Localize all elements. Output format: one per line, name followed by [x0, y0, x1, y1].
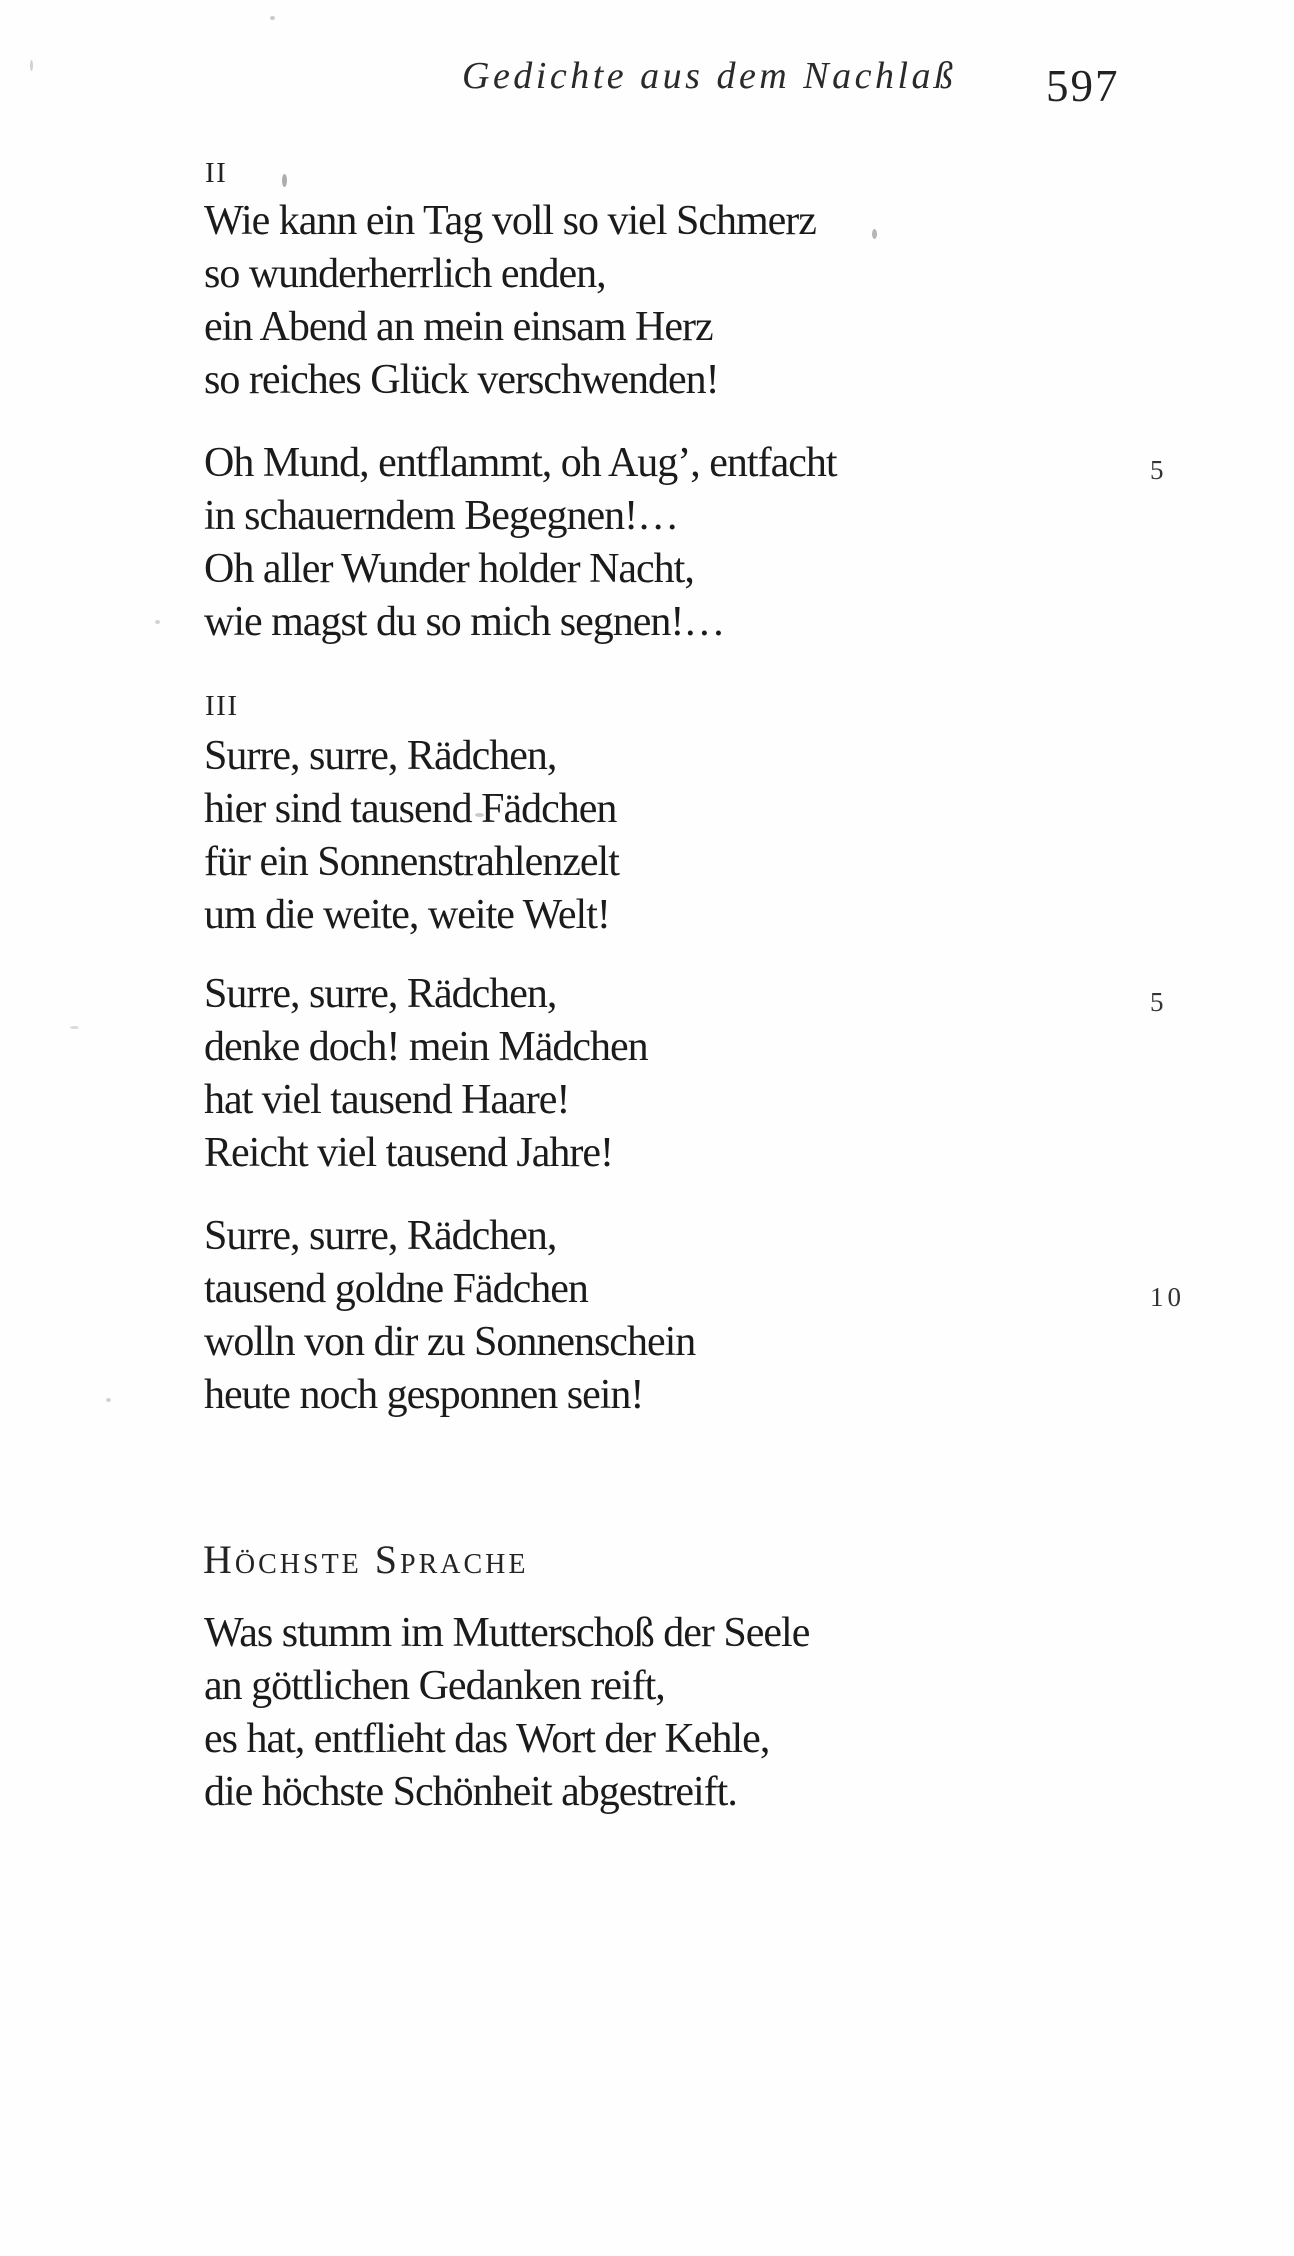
poem-line: um die weite, weite Welt!: [204, 892, 610, 938]
stanza: [204, 968, 648, 1180]
stanza: [204, 1210, 695, 1422]
poem-line: Wie kann ein Tag voll so viel Schmerz: [204, 198, 816, 244]
poem-line: Oh Mund, entflammt, oh Aug’, entfacht: [204, 440, 837, 486]
margin-line-number: 5: [1150, 987, 1168, 1017]
stanza: [204, 437, 837, 649]
scan-artifact: [30, 60, 33, 71]
margin-line-number: 5: [1150, 455, 1168, 485]
poem-line: denke doch! mein Mädchen: [204, 1024, 648, 1070]
stanza: [204, 195, 816, 407]
poem-line: die höchste Schönheit abgestreift.: [204, 1769, 737, 1815]
scan-artifact: [70, 1026, 79, 1029]
poem-line: heute noch gesponnen sein!: [204, 1372, 644, 1418]
scan-artifact: [475, 813, 484, 817]
poem-line: wolln von dir zu Sonnenschein: [204, 1319, 696, 1365]
scan-artifact: [872, 229, 877, 239]
poem-line: ein Abend an mein einsam Herz: [204, 304, 713, 350]
poem-title: Höchste Sprache: [203, 1537, 529, 1582]
poem-line: in schauerndem Begegnen!…: [204, 493, 679, 539]
poem-line: an göttlichen Gedanken reift,: [204, 1663, 665, 1709]
poem-line: Surre, surre, Rädchen,: [204, 1213, 557, 1259]
margin-line-number: 10: [1150, 1282, 1185, 1312]
scan-artifact: [270, 16, 275, 20]
page-number: 597: [1046, 61, 1120, 111]
scan-artifact: [282, 174, 287, 187]
stanza: [204, 730, 619, 942]
poem-line: Surre, surre, Rädchen,: [204, 971, 557, 1017]
poem-line: wie magst du so mich segnen!…: [204, 599, 725, 645]
scan-artifact: [106, 1398, 111, 1402]
poem-line: für ein Sonnenstrahlenzelt: [204, 839, 619, 885]
poem-line: so reiches Glück verschwenden!: [204, 357, 719, 403]
running-head: Gedichte aus dem Nachlaß: [462, 55, 957, 97]
poem-line: hat viel tausend Haare!: [204, 1077, 570, 1123]
poem-line: hier sind tausend Fädchen: [204, 786, 617, 832]
section-label-iii: III: [205, 690, 239, 722]
poem-line: so wunderherrlich enden,: [204, 251, 606, 297]
poem-line: Surre, surre, Rädchen,: [204, 733, 557, 779]
poem-line: es hat, entflieht das Wort der Kehle,: [204, 1716, 770, 1762]
poem-line: Oh aller Wunder holder Nacht,: [204, 546, 694, 592]
poem-line: Reicht viel tausend Jahre!: [204, 1130, 614, 1176]
poem-line: tausend goldne Fädchen: [204, 1266, 588, 1312]
scan-artifact: [155, 620, 160, 624]
stanza: [204, 1607, 809, 1819]
section-label-ii: II: [205, 157, 228, 189]
poem-line: Was stumm im Mutterschoß der Seele: [204, 1610, 810, 1656]
